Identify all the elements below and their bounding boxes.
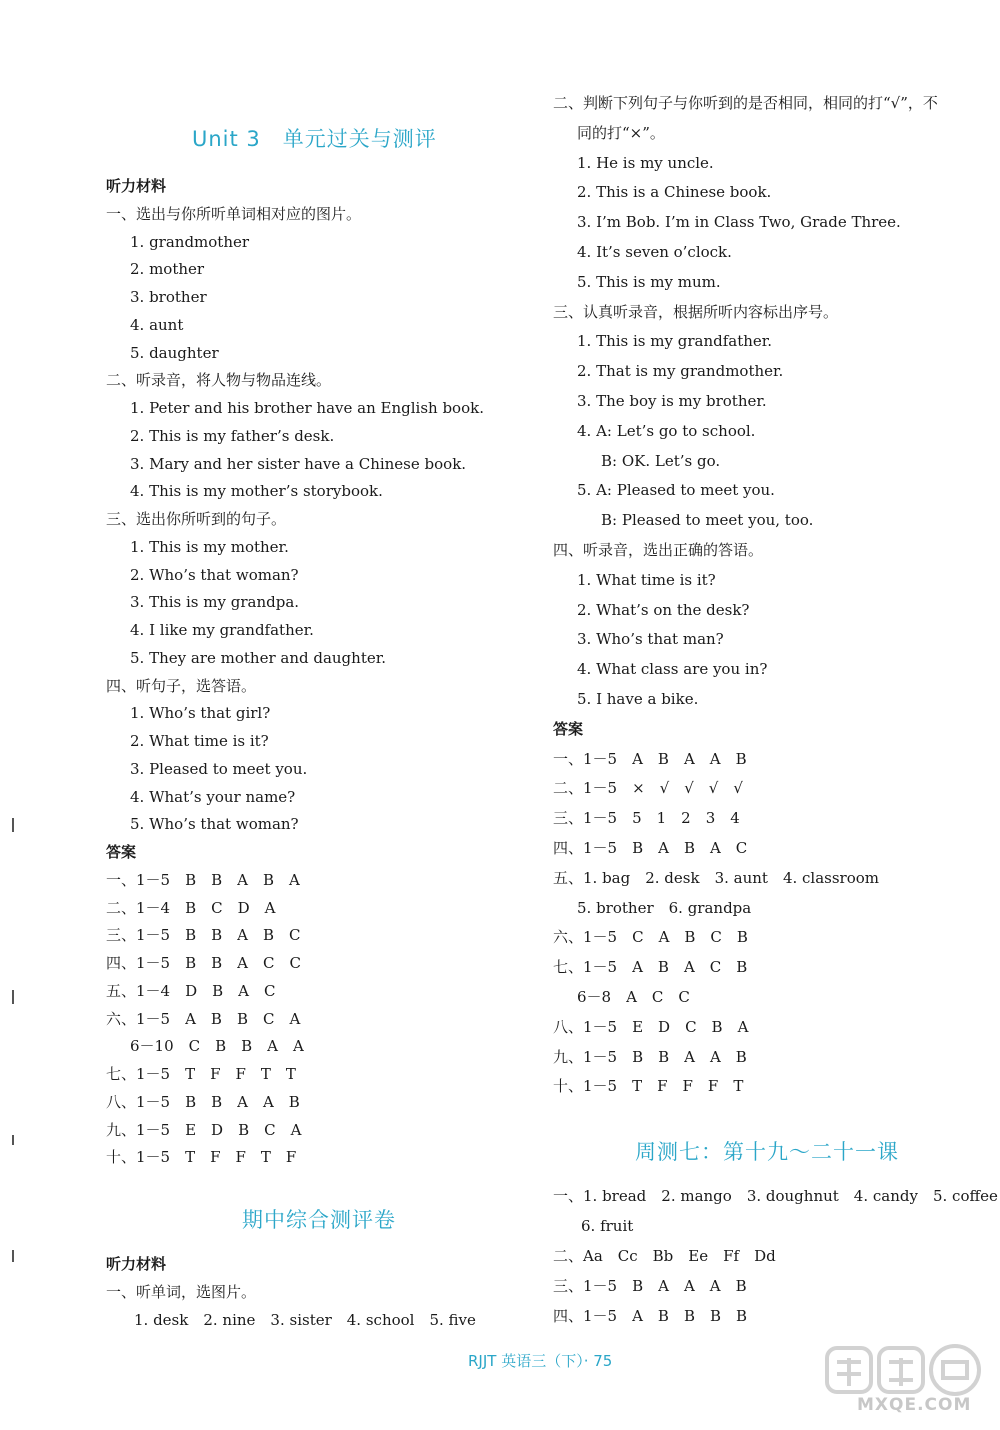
- text-line: 一、1. bread 2. mango 3. doughnut 4. candy 5. coffee: [553, 1187, 998, 1205]
- text-line: 5. Who’s that woman?: [130, 815, 299, 834]
- page-footer: RJJT 英语三（下）· 75: [468, 1352, 613, 1370]
- text-line: 二、1－5 × √ √ √ √: [553, 779, 743, 798]
- watermark-site: MXQE.COM: [857, 1395, 972, 1415]
- text-line: 六、1－5 C A B C B: [553, 928, 748, 947]
- text-line: 4. It’s seven o’clock.: [577, 243, 732, 261]
- text-line: 二、Aa Cc Bb Ee Ff Dd: [553, 1247, 776, 1265]
- section-heading: 听力材料: [106, 1255, 167, 1273]
- text-line: 5. They are mother and daughter.: [130, 648, 387, 667]
- text-line: 5. daughter: [130, 343, 219, 362]
- margin-mark: [12, 1135, 14, 1145]
- text-line: 4. This is my mother’s storybook.: [130, 482, 383, 501]
- margin-mark: [12, 990, 14, 1004]
- text-line: 三、1－5 B A A A B: [553, 1277, 747, 1295]
- text-line: 2. That is my grandmother.: [577, 362, 784, 381]
- text-line: 5. brother 6. grandpa: [577, 898, 752, 917]
- text-line: 3. Who’s that man?: [577, 630, 724, 649]
- text-line: 2. This is my father’s desk.: [130, 426, 335, 445]
- text-line: 一、1－5 B B A B A: [106, 870, 300, 889]
- text-line: 三、1－5 B B A B C: [106, 926, 301, 945]
- text-line: 5. This is my mum.: [577, 272, 721, 291]
- text-line: 三、1－5 5 1 2 3 4: [553, 809, 740, 828]
- section-heading: 答案: [553, 719, 584, 738]
- text-line: 九、1－5 B B A A B: [553, 1047, 747, 1066]
- text-line: 3. This is my grandpa.: [130, 593, 300, 612]
- text-line: B: Pleased to meet you, too.: [601, 511, 814, 530]
- text-line: 四、1－5 A B B B B: [553, 1307, 748, 1325]
- text-line: 五、1－4 D B A C: [106, 981, 276, 1000]
- text-line: 1. This is my mother.: [130, 537, 289, 556]
- text-line: 二、1－4 B C D A: [106, 898, 276, 917]
- text-line: 5. A: Pleased to meet you.: [577, 481, 775, 500]
- text-line: 七、1－5 T F F T T: [106, 1065, 296, 1083]
- text-line: 3. The boy is my brother.: [577, 392, 767, 410]
- text-line: B: OK. Let’s go.: [601, 451, 721, 470]
- section-heading: 答案: [106, 843, 137, 861]
- text-line: 3. brother: [130, 288, 207, 306]
- text-line: 十、1－5 T F F F T: [553, 1077, 744, 1096]
- text-line: 6－10 C B B A A: [130, 1037, 304, 1056]
- section-heading: 听力材料: [106, 177, 167, 195]
- text-line: 七、1－5 A B A C B: [553, 958, 748, 977]
- text-line: 四、听句子，选答语。: [106, 676, 257, 695]
- text-line: 八、1－5 E D C B A: [553, 1017, 749, 1036]
- text-line: 6－8 A C C: [577, 988, 690, 1006]
- text-line: 六、1－5 A B B C A: [106, 1009, 301, 1028]
- text-line: 1. Who’s that girl?: [130, 704, 271, 723]
- margin-mark: [12, 818, 14, 832]
- text-line: 2. What time is it?: [130, 732, 269, 750]
- text-line: 四、1－5 B A B A C: [553, 839, 748, 857]
- text-line: 2. What’s on the desk?: [577, 600, 750, 619]
- text-line: 5. I have a bike.: [577, 690, 699, 708]
- text-line: 4. What’s your name?: [130, 787, 296, 806]
- text-line: 2. This is a Chinese book.: [577, 183, 772, 202]
- text-line: 三、选出你所听到的句子。: [106, 510, 287, 528]
- text-line: 3. Pleased to meet you.: [130, 759, 308, 778]
- text-line: 1. grandmother: [130, 232, 250, 251]
- text-line: 二、听录音，将人物与物品连线。: [106, 371, 332, 390]
- text-line: 同的打“×”。: [577, 123, 665, 142]
- text-line: 一、选出与你所听单词相对应的图片。: [106, 204, 362, 223]
- text-line: 八、1－5 B B A A B: [106, 1092, 300, 1111]
- text-line: 1. What time is it?: [577, 570, 716, 589]
- text-line: 九、1－5 E D B C A: [106, 1120, 302, 1139]
- text-line: 3. I’m Bob. I’m in Class Two, Grade Three.: [577, 213, 901, 232]
- text-line: 4. I like my grandfather.: [130, 621, 314, 639]
- text-line: 1. desk 2. nine 3. sister 4. school 5. five: [134, 1311, 476, 1329]
- text-line: 1. This is my grandfather.: [577, 332, 773, 351]
- text-line: 3. Mary and her sister have a Chinese book.: [130, 454, 467, 473]
- text-line: 4. What class are you in?: [577, 660, 768, 679]
- text-line: 三、认真听录音，根据所听内容标出序号。: [553, 302, 839, 321]
- week-test-title: 周测七：第十九～二十一课: [635, 1140, 899, 1164]
- text-line: 1. He is my uncle.: [577, 153, 714, 172]
- text-line: 4. aunt: [130, 315, 184, 334]
- text-line: 四、1－5 B B A C C: [106, 954, 301, 972]
- text-line: 十、1－5 T F F T F: [106, 1148, 297, 1167]
- text-line: 一、听单词，选图片。: [106, 1283, 257, 1301]
- unit-title: Unit 3 单元过关与测评: [192, 127, 437, 151]
- text-line: 一、1－5 A B A A B: [553, 749, 747, 768]
- text-line: 4. A: Let’s go to school.: [577, 421, 756, 440]
- margin-mark: [12, 1250, 14, 1262]
- text-line: 2. Who’s that woman?: [130, 565, 299, 584]
- text-line: 1. Peter and his brother have an English book.: [130, 399, 484, 417]
- text-line: 四、听录音，选出正确的答语。: [553, 541, 764, 559]
- text-line: 6. fruit: [581, 1217, 634, 1235]
- midterm-title: 期中综合测评卷: [242, 1208, 396, 1232]
- text-line: 2. mother: [130, 260, 205, 279]
- text-line: 五、1. bag 2. desk 3. aunt 4. classroom: [553, 868, 880, 887]
- text-line: 二、判断下列句子与你听到的是否相同，相同的打“√”，不: [553, 94, 938, 112]
